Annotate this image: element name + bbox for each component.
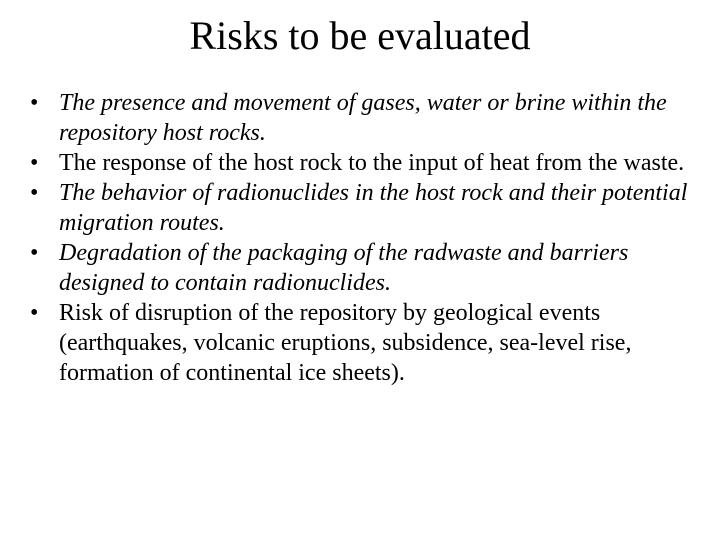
bullet-text: The response of the host rock to the input of heat from the waste. bbox=[59, 150, 685, 176]
bullet-text: Degradation of the packaging of the radwaste and barriers designed to contain radionuclides. bbox=[59, 240, 629, 296]
bullet-list bbox=[30, 88, 700, 388]
bullet-text: The behavior of radionuclides in the host rock and their potential migration routes. bbox=[59, 180, 688, 236]
bullet-item bbox=[30, 88, 700, 148]
bullet-text: The presence and movement of gases, water or brine within the repository host rocks. bbox=[59, 90, 667, 146]
bullet-icon: • bbox=[30, 150, 39, 176]
bullet-item bbox=[30, 238, 700, 298]
bullet-item bbox=[30, 148, 700, 178]
bullet-item bbox=[30, 178, 700, 238]
bullet-icon: • bbox=[30, 90, 39, 116]
bullet-icon: • bbox=[30, 300, 39, 326]
bullet-item bbox=[30, 298, 700, 388]
bullet-icon: • bbox=[30, 240, 39, 266]
bullet-icon: • bbox=[30, 180, 39, 206]
bullet-text: Risk of disruption of the repository by geological events (earthquakes, volcanic eruptions, subsidence, sea-level rise, formation of continental ice sheets). bbox=[59, 300, 632, 386]
slide-title: Risks to be evaluated bbox=[189, 13, 531, 58]
